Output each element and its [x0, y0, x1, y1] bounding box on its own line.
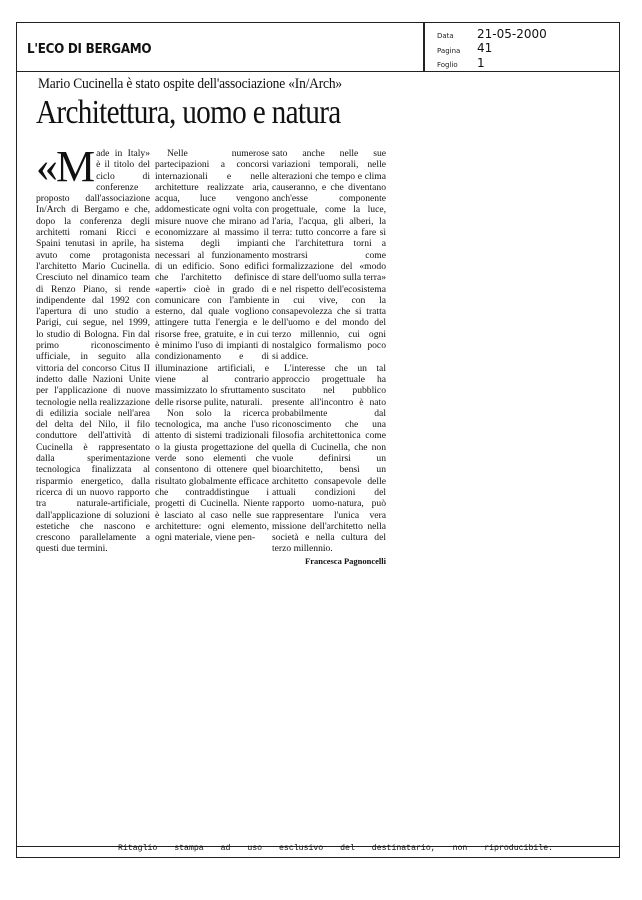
article-column-2 — [155, 148, 269, 543]
article-subtitle: Mario Cucinella è stato ospite dell'associazione «In/Arch» — [38, 76, 342, 92]
article-paragraph: L'interesse che un tal approccio progettuale ha suscitato nel pubblico presente all'incontro è nato probabilmente dal riconoscimento che una filosofia architettonica come quella di Cucinella, che non vuole definirsi un bioarchitetto, bensì un architetto consapevole delle attuali condizioni del rapporto uomo-natura, può rappresentare l'unica vera missione dell'architetto nella società e nella cultura del terzo millennio. — [272, 362, 386, 555]
masthead-box — [16, 22, 424, 72]
metadata-box — [424, 22, 620, 72]
page-value: 41 — [477, 41, 493, 55]
article-title: Architettura, uomo e natura — [36, 94, 341, 131]
sheet-label: Foglio — [437, 61, 458, 69]
reproduction-notice: Ritaglio stampa ad uso esclusivo del destinatario, non riproducibile. — [118, 844, 554, 853]
page-label: Pagina — [437, 47, 461, 55]
date-value: 21-05-2000 — [477, 27, 547, 41]
date-label: Data — [437, 32, 454, 40]
article-paragraph — [36, 142, 150, 555]
drop-cap: «M — [36, 142, 94, 191]
newspaper-masthead: L'ECO DI BERGAMO — [27, 42, 152, 57]
paragraph-text: ade in Italy» è il titolo del ciclo di conferenze proposto dall'associazione In/Arch di Bergamo e che, dopo la conferenza degli architetti romani Ricci e Spaini tenutasi in aprile, ha avuto come protagonista l'architetto Mario Cucinella. Cresciuto nel dinamico team di Renzo Piano, si rende indipendente dal 1992 con l'apertura di uno studio a Parigi, cui segue, nel 1999, lo studio di Bologna. Fin dal primo riconoscimento ufficiale, in seguito alla vittoria del concorso Citus II indetto dalle Nazioni Unite per l'applicazione di nuove tecnologie nella realizzazione di edilizia sociale nell'area del delta del Nilo, il filo conduttore dell'attività di Cucinella è rappresentato dalla sperimentazione tecnologica finalizzata al risparmio energetico, dalla ricerca di un nuovo rapporto tra naturale-artificiale, dall'applicazione di soluzioni estetiche che nascono e crescono parallelamente a questi due termini. — [36, 148, 150, 555]
author-byline: Francesca Pagnoncelli — [305, 555, 386, 566]
article-paragraph: Nelle numerose partecipazioni a concorsi internazionali e nelle architetture realizzate aria, acqua, luce vengono addomesticate ogni volta con misure nuove che mirano ad economizzare al massimo il sistema degli impianti necessari al funzionamento di un edificio. Sono edifici che l'architetto definisce «aperti» cioè in grado di comunicare con l'ambiente esterno, dal quale vogliono attingere tutta l'energia e le risorse free, gratuite, e in cui è minimo l'uso di impianti di condizionamento e di illuminazione artificiali, e viene al contrario massimizzato lo sfruttamento delle risorse pulite, naturali. — [155, 148, 269, 408]
article-column-1 — [36, 142, 150, 555]
article-paragraph: Non solo la ricerca tecnologica, ma anche l'uso attento di sistemi tradizionali o la giusta progettazione del verde sono elementi che consentono di ottenere quel risultato globalmente efficace che contraddistingue i progetti di Cucinella. Niente è lasciato al caso nelle sue architetture: ogni elemento, ogni materiale, viene pen- — [155, 407, 269, 544]
article-paragraph: sato anche nelle sue variazioni temporali, nelle alterazioni che tempo e clima causeranno, e che diventano anch'esse componente progettuale, come la luce, l'aria, l'acqua, gli alberi, la terra: tutto concorre a fare sì che l'architettura torni a mostrarsi come formalizzazione del «modo di stare dell'uomo sulla terra» e nel rispetto dell'ecosistema in cui vive, con la consapevolezza che si tratta dell'uomo e del mondo del terzo millennio, cui ogni nostalgico formalismo poco si addice. — [272, 148, 386, 363]
sheet-value: 1 — [477, 56, 485, 70]
article-column-3 — [272, 148, 386, 567]
